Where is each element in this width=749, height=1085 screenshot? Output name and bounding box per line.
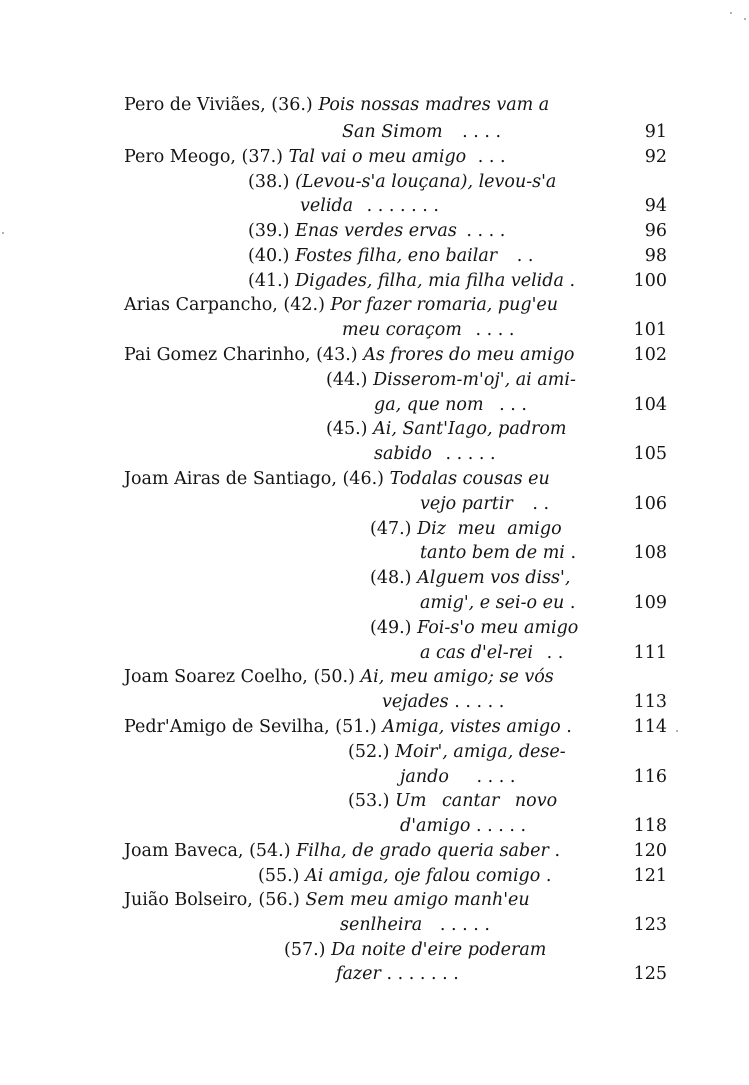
index-entry-line [340, 917, 490, 935]
page-number: 105 [633, 444, 667, 464]
author-name: Joam Baveca, [124, 841, 244, 861]
poem-number: (45.) [326, 419, 368, 439]
index-entry-line [420, 595, 575, 613]
poem-number: (55.) [258, 866, 300, 886]
leader-dots: . . . . [475, 320, 515, 340]
poem-title: Digades, filha, mia filha velida [295, 271, 564, 291]
index-entry-line [348, 793, 557, 811]
page-number: 125 [633, 964, 667, 984]
poem-title: Diz meu amigo [417, 519, 562, 539]
poem-title: a cas d'el-rei [420, 643, 533, 663]
page-number: 98 [644, 246, 667, 266]
poem-title: amig', e sei-o eu [420, 593, 565, 613]
author-name: Pedr'Amigo de Sevilha, [124, 717, 330, 737]
leader-dots: . . . . . . . [386, 964, 459, 984]
page-number: 113 [633, 692, 667, 712]
leader-dots: . [570, 543, 577, 563]
poem-title: Ai, Sant'Iago, padrom [373, 419, 567, 439]
index-entry-line [124, 471, 550, 489]
poem-number: (49.) [370, 618, 412, 638]
poem-title: Ai amiga, oje falou comigo [305, 866, 541, 886]
page-number: 120 [633, 841, 667, 861]
index-entry-line [374, 446, 496, 464]
poem-number: (56.) [258, 890, 300, 910]
poem-title: (Levou-s'a louçana), levou-s'a [295, 172, 557, 192]
page-number: 102 [633, 345, 667, 365]
index-entry-line [248, 223, 505, 241]
poem-number: (53.) [348, 791, 390, 811]
poem-number: (37.) [241, 147, 283, 167]
leader-dots: . . [532, 494, 550, 514]
index-entry-line [124, 297, 558, 315]
poem-title: jando [400, 767, 449, 787]
author-name: Pero Meogo, [124, 147, 236, 167]
page-number: 100 [633, 271, 667, 291]
index-entry-line [124, 149, 506, 167]
leader-dots: . . . . . . . [366, 196, 439, 216]
poem-title: tanto bem de mi [420, 543, 565, 563]
poem-number: (47.) [370, 519, 412, 539]
index-entry-line [420, 496, 549, 514]
poem-number: (51.) [335, 717, 377, 737]
page-number: 106 [633, 494, 667, 514]
page-number: 96 [644, 221, 667, 241]
index-entry-line [342, 322, 514, 340]
page-number: 116 [633, 767, 667, 787]
index-entry-line [348, 744, 566, 762]
poem-title: Disserom-m'oj', ai ami- [373, 370, 576, 390]
index-entry-line [300, 198, 439, 216]
leader-dots: . . . . . [439, 915, 490, 935]
index-entry-line [370, 570, 570, 588]
page-number: 109 [633, 593, 667, 613]
author-name: Joam Soarez Coelho, [124, 667, 308, 687]
index-entry-line [326, 421, 567, 439]
index-entry-line [284, 942, 546, 960]
page-number: 121 [633, 866, 667, 886]
index-entry-line [400, 818, 526, 836]
poem-number: (40.) [248, 246, 290, 266]
index-entry-line [124, 97, 549, 115]
poem-title: Ai, meu amigo; se vós [360, 667, 554, 687]
poem-title: Alguem vos diss', [417, 568, 571, 588]
leader-dots: . [566, 717, 572, 737]
index-entry-line [248, 174, 556, 192]
poem-title: Da noite d'eire poderam [331, 940, 547, 960]
poem-number: (41.) [248, 271, 290, 291]
scan-speck [2, 232, 4, 234]
leader-dots: . . . . [462, 122, 502, 142]
poem-number: (42.) [283, 295, 325, 315]
poem-title: Foi-s'o meu amigo [417, 618, 579, 638]
poem-title: Fostes filha, eno bailar [295, 246, 498, 266]
author-name: Pero de Viviães, [124, 95, 266, 115]
poem-title: fazer [336, 964, 381, 984]
leader-dots: . . . [499, 395, 527, 415]
scan-speck [676, 730, 678, 732]
leader-dots: . . [516, 246, 534, 266]
poem-title: Tal vai o meu amigo [288, 147, 467, 167]
leader-dots: . . . . [466, 221, 506, 241]
author-name: Arias Carpancho, [124, 295, 278, 315]
leader-dots: . . . . . [445, 444, 496, 464]
index-entry-line [336, 966, 459, 984]
poem-number: (39.) [248, 221, 290, 241]
scan-speck [730, 12, 732, 14]
poem-title: meu coraçom [342, 320, 462, 340]
leader-dots: . [569, 271, 576, 291]
page-number: 101 [633, 320, 667, 340]
page-number: 104 [633, 395, 667, 415]
poem-title: As frores do meu amigo [363, 345, 575, 365]
author-name: Pai Gomez Charinho, [124, 345, 311, 365]
poem-number: (54.) [249, 841, 291, 861]
index-entry-line [124, 892, 530, 910]
index-entry-line [248, 248, 533, 266]
leader-dots: . . [546, 643, 564, 663]
index-entry-line [124, 843, 560, 861]
poem-title: ga, que nom [374, 395, 484, 415]
poem-title: Todalas cousas eu [389, 469, 550, 489]
index-entry-line [374, 397, 527, 415]
poem-number: (46.) [342, 469, 384, 489]
poem-title: Sem meu amigo manh'eu [305, 890, 530, 910]
poem-number: (57.) [284, 940, 326, 960]
leader-dots: . [545, 866, 552, 886]
poem-title: senlheira [340, 915, 423, 935]
poem-number: (43.) [316, 345, 358, 365]
leader-dots: . . . . . [475, 816, 527, 836]
index-entry-line [382, 694, 504, 712]
page-number: 114 [633, 717, 667, 737]
leader-dots: . [554, 841, 561, 861]
index-entry-line [124, 669, 554, 687]
poem-title: Filha, de grado queria saber [296, 841, 549, 861]
index-entry-line [342, 124, 501, 142]
leader-dots: . . . [477, 147, 506, 167]
poem-title: sabido [374, 444, 432, 464]
poem-title: Por fazer romaria, pug'eu [330, 295, 559, 315]
index-entry-line [258, 868, 551, 886]
poem-number: (50.) [313, 667, 355, 687]
poem-title: vejo partir [420, 494, 513, 514]
poem-number: (48.) [370, 568, 412, 588]
author-name: Juião Bolseiro, [124, 890, 253, 910]
page-number: 108 [633, 543, 667, 563]
scan-speck [744, 18, 746, 20]
poem-title: Enas verdes ervas [295, 221, 457, 241]
page-number: 123 [633, 915, 667, 935]
poem-number: (38.) [248, 172, 290, 192]
index-entry-line [124, 719, 572, 737]
leader-dots: . . . . [476, 767, 516, 787]
page-number: 111 [633, 643, 667, 663]
poem-number: (44.) [326, 370, 368, 390]
index-entry-line [370, 521, 562, 539]
page-number: 118 [633, 816, 667, 836]
leader-dots: . . . . . [454, 692, 505, 712]
poem-number: (52.) [348, 742, 390, 762]
index-entry-line [400, 769, 515, 787]
index-entry-line [370, 620, 578, 638]
page-number: 94 [644, 196, 667, 216]
poem-title: Moir', amiga, dese- [395, 742, 566, 762]
index-entry-line [248, 273, 575, 291]
poem-title: vejades [382, 692, 449, 712]
poem-title: Amiga, vistes amigo [382, 717, 561, 737]
page-number: 92 [644, 147, 667, 167]
leader-dots: . [569, 593, 576, 613]
poem-title: San Simom [342, 122, 443, 142]
poem-number: (36.) [271, 95, 313, 115]
poem-title: Pois nossas madres vam a [318, 95, 550, 115]
poem-title: d'amigo [400, 816, 471, 836]
index-entry-line [326, 372, 576, 390]
poem-title: Um cantar novo [395, 791, 558, 811]
index-entry-line [420, 645, 563, 663]
page-number: 91 [644, 122, 667, 142]
poem-title: velida [300, 196, 354, 216]
index-entry-line [124, 347, 574, 365]
index-entry-line [420, 545, 576, 563]
author-name: Joam Airas de Santiago, [124, 469, 337, 489]
